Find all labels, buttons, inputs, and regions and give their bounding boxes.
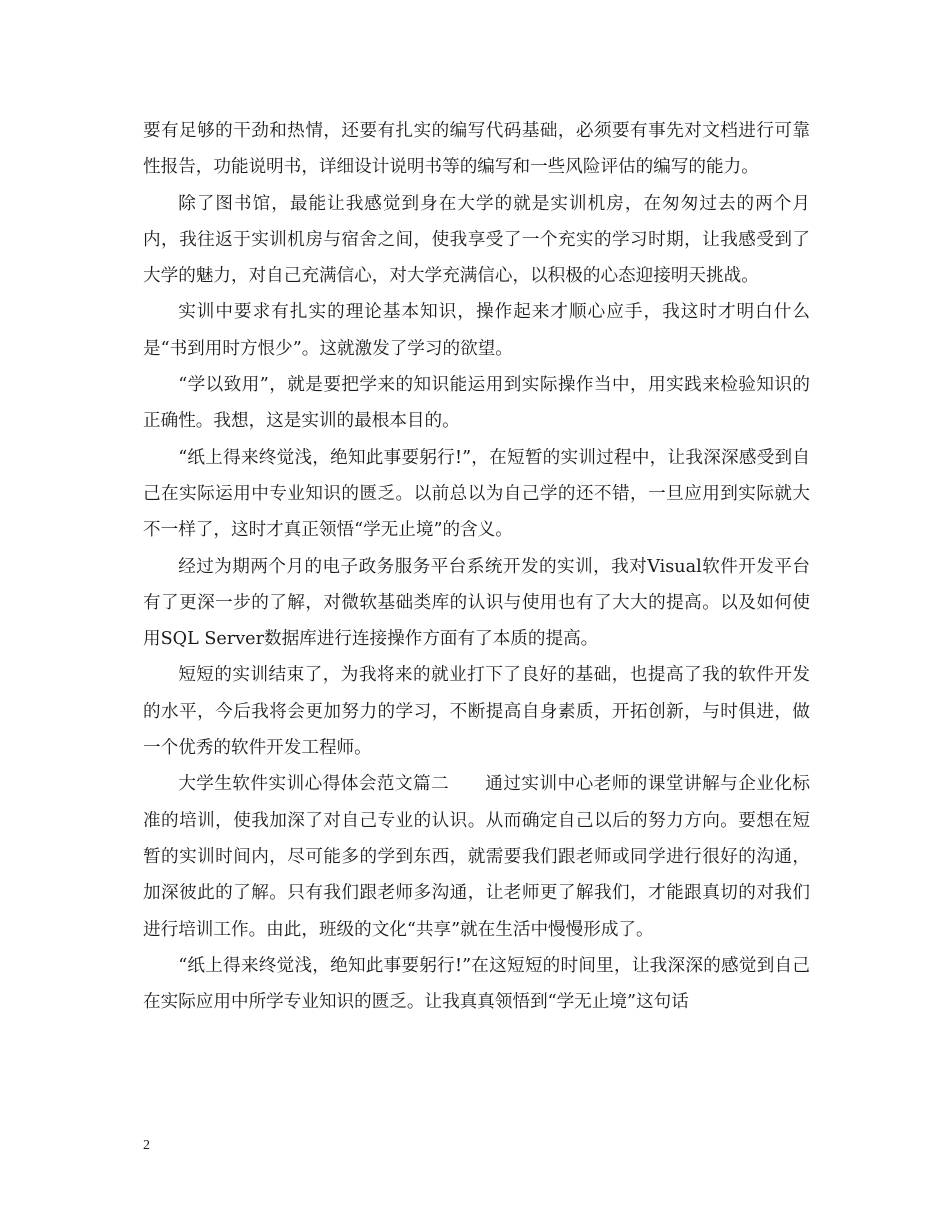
paragraph: 实训中要求有扎实的理论基本知识，操作起来才顺心应手，我这时才明白什么是“书到用时方恨少”。这就激发了学习的欲望。 bbox=[143, 302, 810, 359]
document-body bbox=[143, 113, 810, 1020]
paragraph: “纸上得来终觉浅，绝知此事要躬行!”，在短暂的实训过程中，让我深深感受到自己在实际运用中专业知识的匮乏。以前总以为自己学的还不错，一旦应用到实际就大不一样了，这时才真正领悟“学无止境”的含义。 bbox=[143, 447, 810, 541]
paragraph: 大学生软件实训心得体会范文篇二 通过实训中心老师的课堂讲解与企业化标准的培训，使我加深了对自己专业的认识。从而确定自己以后的努力方向。要想在短暂的实训时间内，尽可能多的学到东西，就需要我们跟老师或同学进行很好的沟通，加深彼此的了解。只有我们跟老师多沟通，让老师更了解我们，才能跟真切的对我们进行培训工作。由此，班级的文化“共享”就在生活中慢慢形成了。 bbox=[143, 774, 810, 940]
page-number: 2 bbox=[143, 1138, 150, 1153]
paragraph: 经过为期两个月的电子政务服务平台系统开发的实训，我对Visual软件开发平台有了更深一步的了解，对微软基础类库的认识与使用也有了大大的提高。以及如何使用SQL Server数据库进行连接操作方面有了本质的提高。 bbox=[143, 556, 810, 650]
paragraph: “学以致用”，就是要把学来的知识能运用到实际操作当中，用实践来检验知识的正确性。我想，这是实训的最根本目的。 bbox=[143, 375, 810, 432]
paragraph: “纸上得来终觉浅，绝知此事要躬行!”在这短短的时间里，让我深深的感觉到自己在实际应用中所学专业知识的匮乏。让我真真领悟到“学无止境”这句话 bbox=[143, 955, 810, 1013]
paragraph: 除了图书馆，最能让我感觉到身在大学的就是实训机房，在匆匆过去的两个月内，我往返于实训机房与宿舍之间，使我享受了一个充实的学习时期，让我感受到了大学的魅力，对自己充满信心，对大学充满信心，以积极的心态迎接明天挑战。 bbox=[143, 193, 810, 287]
paragraph: 短短的实训结束了，为我将来的就业打下了良好的基础，也提高了我的软件开发的水平，今后我将会更加努力的学习，不断提高自身素质，开拓创新，与时俱进，做一个优秀的软件开发工程师。 bbox=[143, 665, 810, 759]
paragraph: 要有足够的干劲和热情，还要有扎实的编写代码基础，必须要有事先对文档进行可靠性报告，功能说明书，详细设计说明书等的编写和一些风险评估的编写的能力。 bbox=[143, 121, 810, 178]
